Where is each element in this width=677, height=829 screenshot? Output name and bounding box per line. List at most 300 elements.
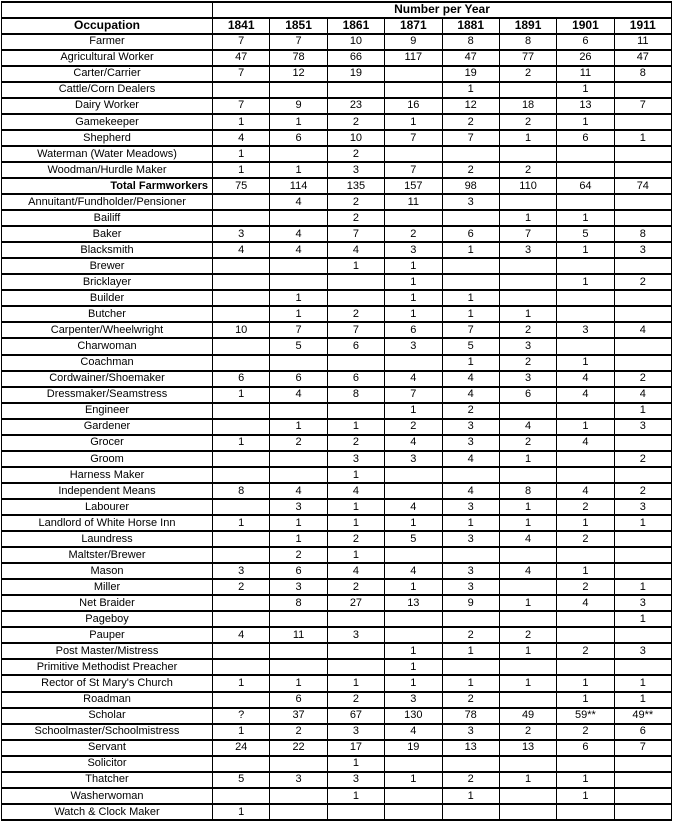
table-head (2, 2, 672, 34)
occupation-cell: Primitive Methodist Preacher (2, 659, 213, 675)
value-cell: 5 (213, 772, 270, 788)
value-cell: 64 (557, 178, 614, 194)
occupation-cell: Shepherd (2, 130, 213, 146)
occupation-cell: Bailiff (2, 210, 213, 226)
value-cell: 4 (270, 226, 327, 242)
value-cell: 3 (385, 451, 442, 467)
value-cell: 1 (213, 146, 270, 162)
value-cell: 2 (499, 435, 556, 451)
value-cell: 6 (557, 740, 614, 756)
table-row (2, 563, 672, 579)
occupation-cell: Annuitant/Fundholder/Pensioner (2, 194, 213, 210)
value-cell (614, 146, 671, 162)
value-cell: 8 (499, 483, 556, 499)
occupation-cell: Baker (2, 226, 213, 242)
value-cell: 135 (327, 178, 384, 194)
value-cell (557, 306, 614, 322)
value-cell: 5 (557, 226, 614, 242)
value-cell: 67 (327, 708, 384, 724)
value-cell (614, 467, 671, 483)
value-cell (499, 290, 556, 306)
value-cell (499, 146, 556, 162)
value-cell (442, 210, 499, 226)
occupation-cell: Dairy Worker (2, 98, 213, 114)
value-cell (499, 756, 556, 772)
value-cell (213, 419, 270, 435)
value-cell: 4 (213, 130, 270, 146)
occupation-cell: Cordwainer/Shoemaker (2, 371, 213, 387)
value-cell (213, 531, 270, 547)
value-cell: 1 (442, 355, 499, 371)
value-cell (557, 451, 614, 467)
column-header-row (2, 18, 672, 34)
value-cell (614, 162, 671, 178)
occupation-cell: Woodman/Hurdle Maker (2, 162, 213, 178)
value-cell: 1 (442, 788, 499, 804)
value-cell: 3 (442, 579, 499, 595)
value-cell (270, 659, 327, 675)
table-row (2, 98, 672, 114)
value-cell (442, 611, 499, 627)
value-cell (385, 627, 442, 643)
table-row (2, 322, 672, 338)
value-cell (614, 659, 671, 675)
value-cell: 1 (385, 675, 442, 691)
value-cell: 4 (499, 531, 556, 547)
value-cell: 6 (442, 226, 499, 242)
occupation-cell: Brewer (2, 258, 213, 274)
value-cell: 2 (614, 451, 671, 467)
value-cell (213, 290, 270, 306)
value-cell: 1 (385, 515, 442, 531)
value-cell: 1 (557, 82, 614, 98)
value-cell (614, 82, 671, 98)
value-cell: 2 (499, 162, 556, 178)
table-row (2, 756, 672, 772)
value-cell: 1 (499, 451, 556, 467)
value-cell (270, 146, 327, 162)
value-cell: 8 (270, 595, 327, 611)
table-row (2, 114, 672, 130)
value-cell: 9 (270, 98, 327, 114)
value-cell: 47 (614, 50, 671, 66)
value-cell (499, 611, 556, 627)
value-cell: 6 (327, 338, 384, 354)
value-cell: 2 (327, 114, 384, 130)
value-cell (385, 355, 442, 371)
table-row (2, 724, 672, 740)
table-row (2, 130, 672, 146)
value-cell: 1 (557, 692, 614, 708)
value-cell: 1 (557, 675, 614, 691)
table-row (2, 242, 672, 258)
table-row (2, 659, 672, 675)
value-cell (499, 194, 556, 210)
value-cell (385, 547, 442, 563)
value-cell: 1 (442, 643, 499, 659)
value-cell: 7 (213, 66, 270, 82)
value-cell: 10 (327, 130, 384, 146)
occupation-cell: Thatcher (2, 772, 213, 788)
value-cell: 98 (442, 178, 499, 194)
value-cell: 1 (385, 290, 442, 306)
value-cell (442, 547, 499, 563)
year-header: 1841 (213, 18, 270, 34)
value-cell: 1 (213, 675, 270, 691)
value-cell (614, 788, 671, 804)
value-cell: 7 (327, 322, 384, 338)
value-cell: 4 (213, 242, 270, 258)
value-cell: 1 (557, 114, 614, 130)
value-cell (270, 756, 327, 772)
value-cell (385, 210, 442, 226)
value-cell: 1 (327, 515, 384, 531)
value-cell (327, 611, 384, 627)
value-cell: 1 (385, 114, 442, 130)
value-cell: 47 (442, 50, 499, 66)
value-cell (499, 547, 556, 563)
value-cell: 3 (442, 724, 499, 740)
year-header: 1901 (557, 18, 614, 34)
value-cell: 3 (614, 499, 671, 515)
value-cell: 4 (614, 322, 671, 338)
occupation-cell: Waterman (Water Meadows) (2, 146, 213, 162)
value-cell (327, 804, 384, 820)
value-cell: 2 (270, 547, 327, 563)
value-cell (385, 483, 442, 499)
value-cell: 4 (499, 563, 556, 579)
value-cell: 1 (213, 724, 270, 740)
value-cell: 4 (385, 563, 442, 579)
value-cell: 1 (270, 419, 327, 435)
value-cell: 1 (213, 114, 270, 130)
occupation-cell: Pauper (2, 627, 213, 643)
value-cell: 3 (442, 499, 499, 515)
value-cell: 8 (614, 66, 671, 82)
value-cell (614, 210, 671, 226)
value-cell: 4 (499, 419, 556, 435)
value-cell (385, 756, 442, 772)
value-cell: 2 (213, 579, 270, 595)
occupation-cell: Pageboy (2, 611, 213, 627)
value-cell: 4 (557, 483, 614, 499)
value-cell (213, 643, 270, 659)
value-cell: 3 (327, 162, 384, 178)
value-cell (614, 355, 671, 371)
value-cell (442, 756, 499, 772)
value-cell: 1 (614, 515, 671, 531)
value-cell: 2 (327, 435, 384, 451)
value-cell: 6 (499, 387, 556, 403)
value-cell: 1 (499, 595, 556, 611)
value-cell (213, 451, 270, 467)
value-cell (270, 82, 327, 98)
value-cell: 3 (213, 563, 270, 579)
group-header: Number per Year (213, 2, 672, 18)
value-cell (557, 627, 614, 643)
value-cell (499, 804, 556, 820)
year-header: 1851 (270, 18, 327, 34)
table-row (2, 643, 672, 659)
value-cell: 3 (557, 322, 614, 338)
value-cell (557, 338, 614, 354)
value-cell: 2 (385, 419, 442, 435)
value-cell: 8 (614, 226, 671, 242)
value-cell: 3 (270, 772, 327, 788)
year-header: 1881 (442, 18, 499, 34)
occupation-cell: Laundress (2, 531, 213, 547)
value-cell (614, 627, 671, 643)
value-cell: 2 (614, 371, 671, 387)
occupation-cell: Harness Maker (2, 467, 213, 483)
value-cell: 6 (557, 34, 614, 50)
occupation-cell: Cattle/Corn Dealers (2, 82, 213, 98)
value-cell: 8 (442, 34, 499, 50)
value-cell: 2 (557, 499, 614, 515)
table-row (2, 226, 672, 242)
value-cell: 59** (557, 708, 614, 724)
value-cell: 1 (557, 563, 614, 579)
value-cell: 1 (385, 274, 442, 290)
value-cell: 6 (270, 563, 327, 579)
table-row (2, 387, 672, 403)
value-cell: 1 (499, 643, 556, 659)
value-cell: 1 (327, 788, 384, 804)
value-cell (557, 547, 614, 563)
value-cell: 1 (213, 162, 270, 178)
value-cell: 1 (499, 306, 556, 322)
value-cell (327, 659, 384, 675)
value-cell: 1 (385, 643, 442, 659)
value-cell: 8 (213, 483, 270, 499)
value-cell: 3 (385, 242, 442, 258)
value-cell (213, 467, 270, 483)
value-cell: 6 (385, 322, 442, 338)
value-cell: 1 (270, 515, 327, 531)
table-row (2, 772, 672, 788)
value-cell (614, 194, 671, 210)
value-cell (614, 804, 671, 820)
value-cell: 7 (385, 162, 442, 178)
value-cell: 47 (213, 50, 270, 66)
value-cell: 3 (213, 226, 270, 242)
value-cell: 1 (499, 499, 556, 515)
value-cell: 1 (213, 804, 270, 820)
value-cell: 7 (442, 322, 499, 338)
table-row (2, 708, 672, 724)
value-cell (213, 274, 270, 290)
value-cell (213, 82, 270, 98)
group-header-row (2, 2, 672, 18)
value-cell: 1 (270, 675, 327, 691)
value-cell: 1 (327, 547, 384, 563)
value-cell (270, 611, 327, 627)
value-cell: 2 (442, 162, 499, 178)
value-cell: 9 (442, 595, 499, 611)
occupation-table (1, 1, 672, 821)
occupation-cell: Independent Means (2, 483, 213, 499)
table-row (2, 595, 672, 611)
table-row (2, 371, 672, 387)
value-cell: 49** (614, 708, 671, 724)
table-row (2, 451, 672, 467)
value-cell: 5 (270, 338, 327, 354)
value-cell: 2 (327, 194, 384, 210)
table-row (2, 162, 672, 178)
value-cell: 2 (385, 226, 442, 242)
value-cell (270, 643, 327, 659)
value-cell (213, 355, 270, 371)
value-cell: 74 (614, 178, 671, 194)
table-row (2, 82, 672, 98)
value-cell: 2 (327, 306, 384, 322)
value-cell: 1 (270, 162, 327, 178)
value-cell: 17 (327, 740, 384, 756)
value-cell: 4 (557, 387, 614, 403)
value-cell: 1 (385, 306, 442, 322)
value-cell: 19 (385, 740, 442, 756)
value-cell: 2 (327, 210, 384, 226)
value-cell: 6 (557, 130, 614, 146)
occupation-cell: Grocer (2, 435, 213, 451)
table-row (2, 579, 672, 595)
table-row (2, 50, 672, 66)
value-cell (213, 403, 270, 419)
value-cell: 2 (557, 643, 614, 659)
value-cell (614, 435, 671, 451)
value-cell: 3 (614, 419, 671, 435)
value-cell: 12 (270, 66, 327, 82)
occupation-cell: Carter/Carrier (2, 66, 213, 82)
value-cell: 18 (499, 98, 556, 114)
value-cell (327, 643, 384, 659)
table-row (2, 306, 672, 322)
value-cell (442, 659, 499, 675)
table-row (2, 274, 672, 290)
value-cell (213, 338, 270, 354)
value-cell (213, 692, 270, 708)
value-cell: 7 (385, 130, 442, 146)
value-cell: 1 (557, 515, 614, 531)
value-cell: 4 (442, 387, 499, 403)
table-row (2, 740, 672, 756)
value-cell: 23 (327, 98, 384, 114)
value-cell: 7 (385, 387, 442, 403)
occupation-cell: Butcher (2, 306, 213, 322)
value-cell: 1 (327, 675, 384, 691)
value-cell: 1 (270, 531, 327, 547)
value-cell (270, 403, 327, 419)
value-cell (557, 403, 614, 419)
occupation-cell: Schoolmaster/Schoolmistress (2, 724, 213, 740)
value-cell: ? (213, 708, 270, 724)
value-cell: 1 (270, 114, 327, 130)
value-cell (270, 210, 327, 226)
occupation-cell: Rector of St Mary's Church (2, 675, 213, 691)
value-cell: 4 (557, 435, 614, 451)
value-cell (327, 403, 384, 419)
value-cell: 1 (614, 130, 671, 146)
value-cell (557, 162, 614, 178)
value-cell (442, 274, 499, 290)
value-cell (557, 194, 614, 210)
value-cell: 1 (614, 611, 671, 627)
value-cell (385, 467, 442, 483)
value-cell: 6 (213, 371, 270, 387)
table-row (2, 611, 672, 627)
value-cell: 4 (270, 194, 327, 210)
value-cell: 37 (270, 708, 327, 724)
value-cell: 6 (327, 371, 384, 387)
value-cell: 4 (385, 499, 442, 515)
value-cell: 6 (270, 130, 327, 146)
occupation-cell: Dressmaker/Seamstress (2, 387, 213, 403)
value-cell: 2 (614, 483, 671, 499)
table-row (2, 355, 672, 371)
value-cell: 4 (213, 627, 270, 643)
value-cell (213, 788, 270, 804)
year-header: 1871 (385, 18, 442, 34)
value-cell: 1 (614, 692, 671, 708)
value-cell: 66 (327, 50, 384, 66)
value-cell: 2 (557, 531, 614, 547)
value-cell (213, 258, 270, 274)
value-cell: 2 (327, 579, 384, 595)
value-cell (499, 274, 556, 290)
value-cell: 24 (213, 740, 270, 756)
value-cell: 2 (442, 627, 499, 643)
value-cell: 1 (327, 499, 384, 515)
value-cell: 2 (614, 274, 671, 290)
table-row (2, 258, 672, 274)
value-cell: 1 (442, 290, 499, 306)
value-cell (499, 692, 556, 708)
value-cell (385, 788, 442, 804)
value-cell (327, 355, 384, 371)
value-cell (614, 547, 671, 563)
value-cell: 4 (327, 242, 384, 258)
table-row (2, 531, 672, 547)
table-row (2, 338, 672, 354)
value-cell: 27 (327, 595, 384, 611)
value-cell: 10 (213, 322, 270, 338)
value-cell: 3 (442, 435, 499, 451)
value-cell (557, 659, 614, 675)
value-cell: 7 (270, 322, 327, 338)
value-cell: 3 (327, 724, 384, 740)
table-row (2, 435, 672, 451)
value-cell: 1 (557, 772, 614, 788)
value-cell: 3 (270, 499, 327, 515)
corner-cell (2, 2, 213, 18)
occupation-cell: Gamekeeper (2, 114, 213, 130)
value-cell: 1 (557, 210, 614, 226)
value-cell (270, 451, 327, 467)
occupation-cell: Agricultural Worker (2, 50, 213, 66)
value-cell: 3 (442, 419, 499, 435)
value-cell: 2 (442, 114, 499, 130)
value-cell (614, 563, 671, 579)
value-cell (270, 467, 327, 483)
occupation-cell: Post Master/Mistress (2, 643, 213, 659)
value-cell (442, 467, 499, 483)
value-cell: 13 (385, 595, 442, 611)
value-cell: 7 (614, 98, 671, 114)
value-cell (557, 467, 614, 483)
value-cell (442, 146, 499, 162)
value-cell: 4 (442, 451, 499, 467)
occupation-cell: Total Farmworkers (2, 178, 213, 194)
